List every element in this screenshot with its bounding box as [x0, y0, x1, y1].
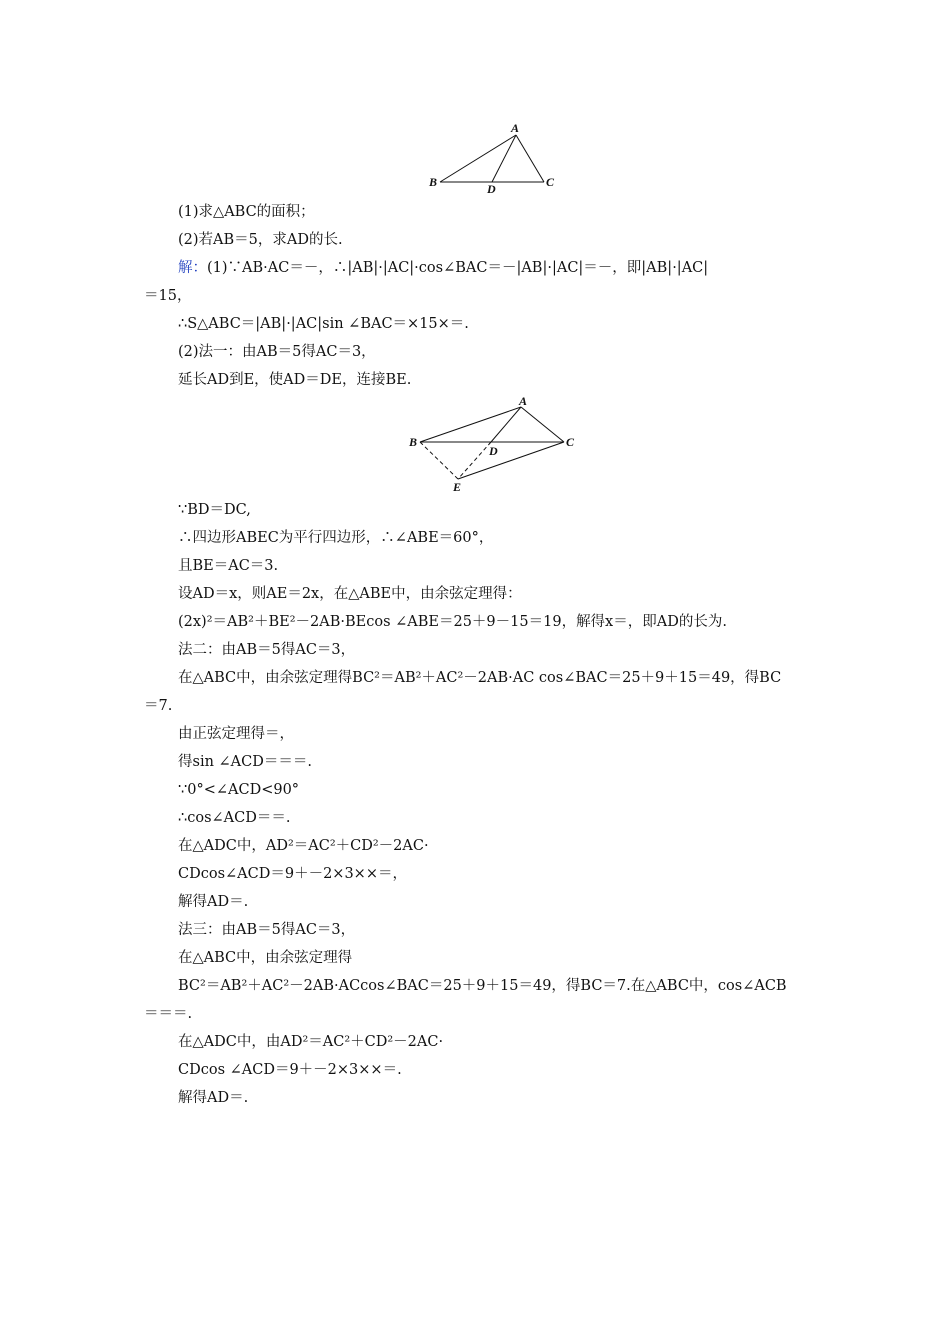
text-line: CDcos∠ACD＝9＋－2×3××＝， [178, 866, 407, 882]
text-line: 在△ADC中，由AD²＝AC²＋CD²－2AC· [178, 1034, 444, 1050]
text-line: (2)法一：由AB＝5得AC＝3， [178, 344, 376, 360]
fig1-label-d: D [487, 182, 496, 196]
text-line: 设AD＝x，则AE＝2x，在△ABE中，由余弦定理得： [178, 586, 522, 602]
text-line: ＝7. [144, 698, 173, 714]
solution-label: 解： [178, 260, 207, 276]
text-line: 延长AD到E，使AD＝DE，连接BE. [178, 372, 412, 388]
fig2-label-a: A [519, 394, 528, 408]
question-2: (2)若AB＝5，求AD的长. [178, 232, 343, 248]
text-line: 解得AD＝. [178, 1090, 249, 1106]
text-line: ＝15， [144, 288, 192, 304]
text-line: 法三：由AB＝5得AC＝3， [178, 922, 356, 938]
triangle-abc-figure [420, 118, 570, 198]
text-line: ∴四边形ABEC为平行四边形，∴∠ABE＝60°， [178, 530, 494, 546]
solution-line [178, 258, 818, 278]
text-line: 由正弦定理得＝， [178, 726, 294, 742]
parallelogram-figure [400, 394, 585, 496]
text-line: BC²＝AB²＋AC²－2AB·ACcos∠BAC＝25＋9＋15＝49，得BC＝7.在△ABC中，cos∠ACB [178, 978, 787, 994]
text-line: 解得AD＝. [178, 894, 249, 910]
text-line: 在△ADC中，AD²＝AC²＋CD²－2AC· [178, 838, 429, 854]
text-line: ＝＝＝. [144, 1006, 193, 1022]
fig2-label-b: B [409, 435, 418, 449]
text-line: ∴S△ABC＝|AB|·|AC|sin ∠BAC＝×15×＝. [178, 316, 469, 332]
text-line: ∵0°<∠ACD<90° [178, 782, 300, 798]
text-line: (2x)²＝AB²＋BE²－2AB·BEcos ∠ABE＝25＋9－15＝19，解得x＝，即AD的长为. [178, 614, 727, 630]
text-line: 法二：由AB＝5得AC＝3， [178, 642, 356, 658]
text-line: 得sin ∠ACD＝＝＝. [178, 754, 312, 770]
text-line: 且BE＝AC＝3. [178, 558, 279, 574]
text-line: ∵BD＝DC, [178, 502, 251, 518]
fig1-label-a: A [511, 121, 520, 135]
text-line: 在△ABC中，由余弦定理得BC²＝AB²＋AC²－2AB·AC cos∠BAC＝25＋9＋15＝49，得BC [178, 670, 782, 686]
fig1-label-c: C [546, 175, 555, 189]
text-line: CDcos ∠ACD＝9＋－2×3××＝. [178, 1062, 402, 1078]
fig2-label-e: E [453, 480, 462, 494]
fig2-label-d: D [489, 444, 498, 458]
solution-text: (1)∵AB·AC＝－，∴|AB|·|AC|·cos∠BAC＝－|AB|·|AC|＝－，即|AB|·|AC| [207, 260, 709, 276]
fig2-label-c: C [566, 435, 575, 449]
fig1-label-b: B [429, 175, 438, 189]
question-1: (1)求△ABC的面积； [178, 204, 315, 220]
text-line: 在△ABC中，由余弦定理得 [178, 950, 353, 966]
text-line: ∴cos∠ACD＝＝. [178, 810, 291, 826]
